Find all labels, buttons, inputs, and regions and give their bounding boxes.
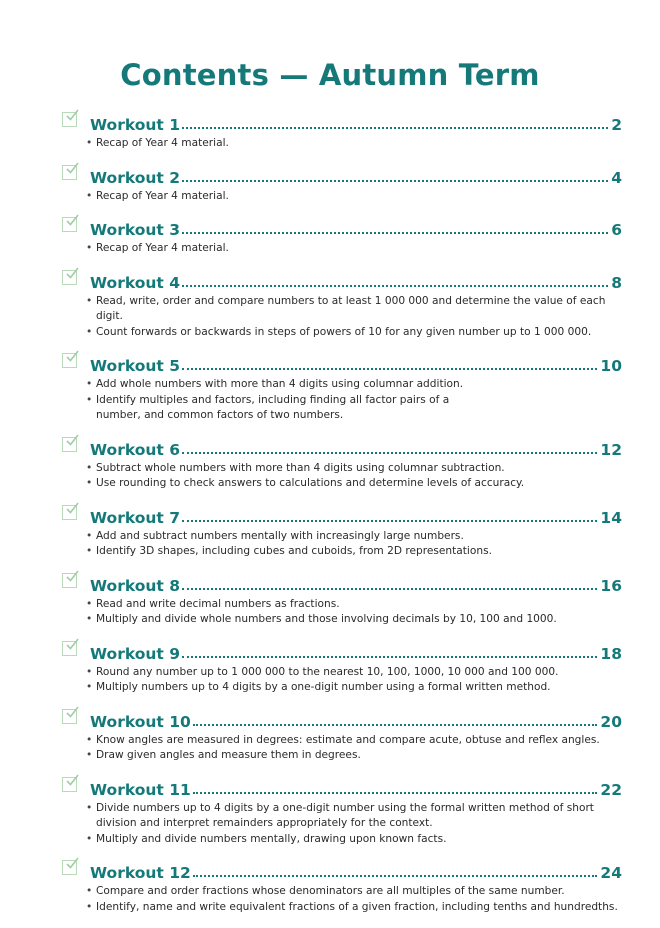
workout-entry [62,270,622,341]
bullet-item: • Compare and order fractions whose denominators are all multiples of the same number. [86,884,622,900]
workout-title: Workout 7 [90,508,181,527]
dot-leader [182,232,608,234]
bullet-item: • Add and subtract numbers mentally with increasingly large numbers. [86,529,622,545]
workout-entry [62,641,622,696]
page-number: 4 [611,168,622,187]
workout-entry [62,573,622,628]
page-number: 24 [600,864,622,882]
page-number: 10 [600,357,622,375]
page-title: Contents — Autumn Term [120,58,540,92]
bullet-item: • Multiply numbers up to 4 digits by a one-digit number using a formal written method. [86,680,622,696]
workout-title: Workout 8 [90,576,181,595]
bullet-item: • Subtract whole numbers with more than 4 digits using columnar subtraction. [86,461,622,477]
bullet-item: • Recap of Year 4 material. [86,136,622,152]
bullet-item: • Recap of Year 4 material. [86,189,622,205]
workout-entry [62,112,622,152]
workout-title: Workout 9 [90,644,181,663]
workout-entry [62,437,622,492]
bullet-item: • Use rounding to check answers to calculations and determine levels of accuracy. [86,476,622,492]
dot-leader [182,452,597,454]
workout-title: Workout 10 [90,712,191,731]
workout-entry [62,505,622,560]
workout-title: Workout 6 [90,440,181,459]
page-number: 16 [600,576,622,595]
bullet-item: • Know angles are measured in degrees: estimate and compare acute, obtuse and reflex angles. [86,733,622,749]
checkbox-icon[interactable] [62,505,77,520]
page-number: 14 [600,508,622,527]
checkbox-icon[interactable] [62,860,77,875]
checkbox-icon[interactable] [62,437,77,452]
checkbox-icon[interactable] [62,573,77,588]
workout-title: Workout 2 [90,168,181,187]
bullet-item: • Multiply and divide whole numbers and those involving decimals by 10, 100 and 1000. [86,612,622,628]
page-number: 12 [600,440,622,459]
dot-leader [193,792,598,794]
page-number: 18 [600,644,622,663]
bullet-item: • Add whole numbers with more than 4 digits using columnar addition. [86,377,622,393]
workout-entry [62,165,622,205]
checkbox-icon[interactable] [62,270,77,285]
page-number: 6 [611,221,622,239]
page-number: 2 [611,116,622,134]
dot-leader [182,127,608,129]
workout-entry [62,860,622,915]
checkbox-icon[interactable] [62,641,77,656]
workout-title: Workout 1 [90,116,181,134]
dot-leader [182,285,608,287]
checkbox-icon[interactable] [62,165,77,180]
workout-entry [62,217,622,257]
workout-title: Workout 11 [90,780,191,799]
workout-title: Workout 3 [90,221,181,239]
bullet-item: • Identify, name and write equivalent fractions of a given fraction, including tenths and hundredths. [86,900,622,916]
bullet-item: • Draw given angles and measure them in degrees. [86,748,622,764]
checkbox-icon[interactable] [62,112,77,127]
workout-title: Workout 4 [90,273,181,292]
checkbox-icon[interactable] [62,709,77,724]
workout-entry [62,353,622,424]
bullet-item: • Identify multiples and factors, including finding all factor pairs of a number, and common factors of two numbers. [86,393,476,424]
bullet-item: • Recap of Year 4 material. [86,241,622,257]
bullet-item: • Identify 3D shapes, including cubes and cuboids, from 2D representations. [86,544,622,560]
dot-leader [193,724,598,726]
workout-title: Workout 12 [90,864,191,882]
workout-entry [62,709,622,764]
bullet-item: • Multiply and divide numbers mentally, drawing upon known facts. [86,832,622,848]
page-number: 22 [600,780,622,799]
workout-entry [62,777,622,848]
bullet-item: • Count forwards or backwards in steps of powers of 10 for any given number up to 1 000 000. [86,325,622,341]
bullet-item: • Round any number up to 1 000 000 to the nearest 10, 100, 1000, 10 000 and 100 000. [86,665,622,681]
dot-leader [182,656,597,658]
bullet-item: • Read and write decimal numbers as fractions. [86,597,622,613]
page-number: 8 [611,273,622,292]
checkbox-icon[interactable] [62,353,77,368]
dot-leader [182,520,597,522]
dot-leader [182,368,597,370]
bullet-item: • Read, write, order and compare numbers to at least 1 000 000 and determine the value of each digit. [86,294,622,325]
bullet-item: • Divide numbers up to 4 digits by a one-digit number using the formal written method of short division and interpret remainders appropriately for the context. [86,801,622,832]
dot-leader [182,180,608,182]
contents-list [62,112,622,928]
page-number: 20 [600,712,622,731]
dot-leader [182,588,597,590]
dot-leader [193,875,598,877]
checkbox-icon[interactable] [62,217,77,232]
checkbox-icon[interactable] [62,777,77,792]
workout-title: Workout 5 [90,357,181,375]
